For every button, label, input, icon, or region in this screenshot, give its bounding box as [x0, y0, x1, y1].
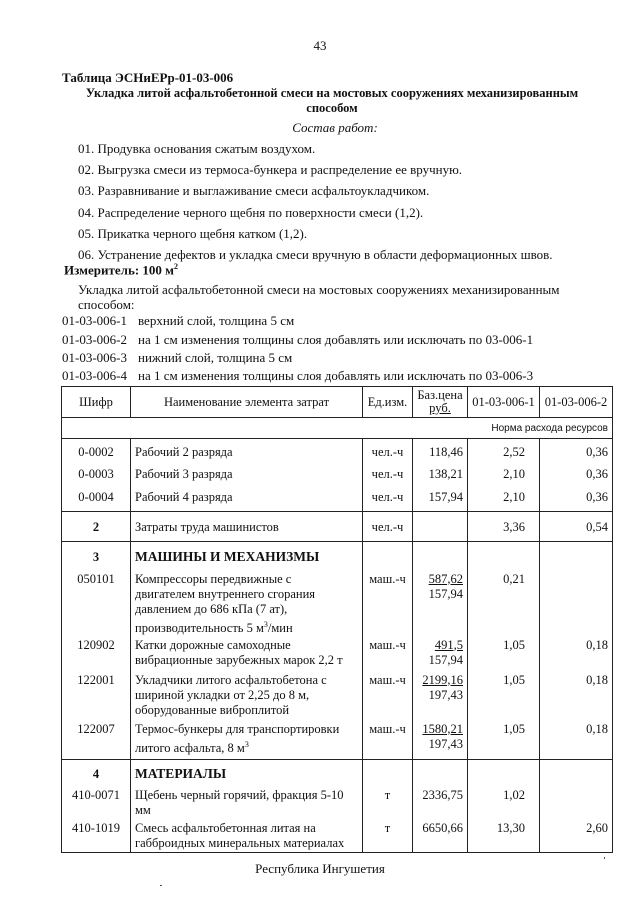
row-v2 [540, 788, 613, 821]
row-v1: 2,10 [468, 485, 540, 512]
row-unit: маш.-ч [363, 673, 413, 722]
work-item: 05. Прикатка черного щебня катком (1,2). [78, 226, 308, 241]
row-v2: 0,54 [540, 512, 613, 542]
variant-text: на 1 см изменения толщины слоя добавлять или исключать по 03-006-3 [138, 368, 534, 383]
variant-code: 01-03-006-2 [62, 332, 127, 347]
row-code: 050101 [62, 572, 131, 638]
measure-unit: Измеритель: 100 $м^2$ [64, 262, 179, 278]
header-price: Баз.цена руб. [413, 387, 468, 418]
row-unit: т [363, 821, 413, 853]
table-title: Укладка литой асфальтобетонной смеси на мостовых сооружениях механизированным способом [85, 86, 579, 115]
row-price: 138,21 [413, 462, 468, 485]
variant-code: 01-03-006-3 [62, 350, 127, 365]
table-row [62, 462, 613, 485]
header-code: Шифр [62, 387, 131, 418]
row-price: 587,62 157,94 [413, 572, 468, 638]
section-row [62, 542, 613, 572]
row-price: 1580,21 197,43 [413, 722, 468, 760]
row-name: Щебень черный горячий, фракция 5-10 мм [131, 788, 363, 821]
row-code: 410-0071 [62, 788, 131, 821]
row-v1: 2,10 [468, 462, 540, 485]
work-item: 04. Распределение черного щебня по поверхности смеси (1,2). [78, 205, 424, 220]
row-unit: маш.-ч [363, 638, 413, 673]
row-code: 0-0002 [62, 439, 131, 462]
row-code: 122001 [62, 673, 131, 722]
table-row [62, 722, 613, 760]
work-item: 01. Продувка основания сжатым воздухом. [78, 141, 316, 156]
table-row [62, 439, 613, 462]
table-row [62, 572, 613, 638]
row-v2: 0,18 [540, 638, 613, 673]
row-price: 491,5 157,94 [413, 638, 468, 673]
row-v1: 1,05 [468, 638, 540, 673]
row-name: Рабочий 3 разряда [131, 462, 363, 485]
row-v1: 1,05 [468, 673, 540, 722]
section-code: 3 [62, 542, 131, 572]
section-title: МАТЕРИАЛЫ [131, 760, 363, 788]
row-name: Рабочий 4 разряда [131, 485, 363, 512]
row-unit: чел.-ч [363, 485, 413, 512]
machinist-row [62, 512, 613, 542]
row-v1: 13,30 [468, 821, 540, 853]
row-unit: чел.-ч [363, 512, 413, 542]
section-row [62, 760, 613, 788]
work-item: 03. Разравнивание и выглаживание смеси асфальтоукладчиком. [78, 183, 430, 198]
row-v2: 0,36 [540, 485, 613, 512]
row-v1: 2,52 [468, 439, 540, 462]
row-code: 0-0003 [62, 462, 131, 485]
table-row [62, 485, 613, 512]
row-v2 [540, 572, 613, 638]
row-price: 6650,66 [413, 821, 468, 853]
row-price: 157,94 [413, 485, 468, 512]
page-number: 43 [313, 38, 327, 53]
row-name: Укладчики литого асфальтобетона с шириной укладки от 2,25 до 8 м, оборудованные виброплитой [131, 673, 363, 722]
row-v2: 0,18 [540, 722, 613, 760]
row-v2: 0,18 [540, 673, 613, 722]
norm-label: Норма расхода ресурсов [62, 418, 613, 439]
composition-heading: Состав работ: [292, 120, 378, 135]
header-unit: Ед.изм. [363, 387, 413, 418]
table-row [62, 673, 613, 722]
header-name: Наименование элемента затрат [131, 387, 363, 418]
row-name: Термос-бункеры для транспортировки литого асфальта, 8 $м^3$ [131, 722, 363, 760]
row-name: Смесь асфальтобетонная литая на габброидных минеральных материалах [131, 821, 363, 853]
row-v2: 0,36 [540, 439, 613, 462]
table-row [62, 821, 613, 853]
table-header-row [62, 387, 613, 418]
work-item: 02. Выгрузка смеси из термоса-бункера и распределение ее вручную. [78, 162, 463, 177]
row-name: Рабочий 2 разряда [131, 439, 363, 462]
scan-mark [160, 885, 162, 886]
row-code: 0-0004 [62, 485, 131, 512]
variant-text: нижний слой, толщина 5 см [138, 350, 293, 365]
row-code: 120902 [62, 638, 131, 673]
norm-row [62, 418, 613, 439]
row-v2: 2,60 [540, 821, 613, 853]
variant-text: на 1 см изменения толщины слоя добавлять или исключать по 03-006-1 [138, 332, 534, 347]
row-v1: 1,02 [468, 788, 540, 821]
variant-code: 01-03-006-1 [62, 313, 127, 328]
variant-code: 01-03-006-4 [62, 368, 127, 383]
row-v1: 1,05 [468, 722, 540, 760]
resource-table [61, 386, 613, 853]
table-row [62, 638, 613, 673]
row-price [413, 512, 468, 542]
variant-text: верхний слой, толщина 5 см [138, 313, 295, 328]
page-footer: Республика Ингушетия [255, 861, 385, 876]
row-code: 122007 [62, 722, 131, 760]
row-price: 2336,75 [413, 788, 468, 821]
row-price: 118,46 [413, 439, 468, 462]
table-row [62, 788, 613, 821]
row-code: 410-1019 [62, 821, 131, 853]
row-unit: маш.-ч [363, 572, 413, 638]
row-price: 2199,16 197,43 [413, 673, 468, 722]
row-unit: чел.-ч [363, 439, 413, 462]
row-unit: чел.-ч [363, 462, 413, 485]
row-name: Компрессоры передвижные с двигателем внутреннего сгорания давлением до 686 кПа (7 ат), производительность 5 $м^3$/мин [131, 572, 363, 638]
scan-mark [604, 857, 605, 859]
row-code: 2 [62, 512, 131, 542]
row-name: Катки дорожные самоходные вибрационные зарубежных марок 2,2 т [131, 638, 363, 673]
header-col1: 01-03-006-1 [468, 387, 540, 418]
row-v1: 3,36 [468, 512, 540, 542]
row-unit: т [363, 788, 413, 821]
row-v1: 0,21 [468, 572, 540, 638]
work-item: 06. Устранение дефектов и укладка смеси вручную в области деформационных швов. [78, 247, 553, 262]
header-col2: 01-03-006-2 [540, 387, 613, 418]
table-id: Таблица ЭСНиЕРр-01-03-006 [62, 70, 234, 85]
row-unit: маш.-ч [363, 722, 413, 760]
row-name: Затраты труда машинистов [131, 512, 363, 542]
section-title: МАШИНЫ И МЕХАНИЗМЫ [131, 542, 363, 572]
work-description: Укладка литой асфальтобетонной смеси на мостовых сооружениях механизированным способом: [78, 282, 560, 312]
row-v2: 0,36 [540, 462, 613, 485]
section-code: 4 [62, 760, 131, 788]
